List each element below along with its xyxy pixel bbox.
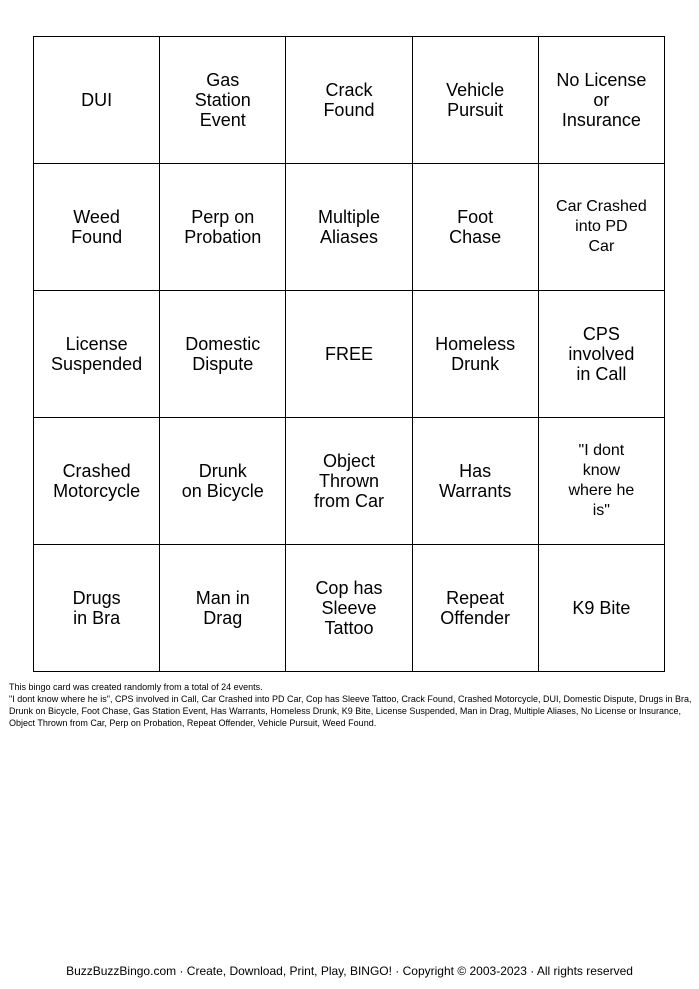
- bingo-row: [34, 291, 665, 418]
- bingo-cell: Gas Station Event: [160, 37, 286, 164]
- bingo-cell: CPS involved in Call: [538, 291, 664, 418]
- bingo-cell: Perp on Probation: [160, 164, 286, 291]
- bingo-cell: Domestic Dispute: [160, 291, 286, 418]
- events-list: "I dont know where he is", CPS involved in Call, Car Crashed into PD Car, Cop has Sleeve Tattoo, Crack Found, Crashed Motorcycle, DUI, Domestic Dispute, Drugs in Bra, Drunk on Bicycle, Foot Chase, Gas Station Event, Has Warrants, Homeless Drunk, K9 Bite, License Suspended, Man in Drag, Multiple Aliases, No License or Insurance, Object Thrown from Car, Perp on Probation, Repeat Offender, Vehicle Pursuit, Weed Found.: [9, 694, 692, 728]
- bingo-row: [34, 164, 665, 291]
- free-space-cell: FREE: [286, 291, 412, 418]
- bingo-cell: Man in Drag: [160, 545, 286, 672]
- bingo-cell: Multiple Aliases: [286, 164, 412, 291]
- bingo-cell: Vehicle Pursuit: [412, 37, 538, 164]
- bingo-cell: No License or Insurance: [538, 37, 664, 164]
- bingo-row: [34, 37, 665, 164]
- bingo-cell: Crack Found: [286, 37, 412, 164]
- bingo-row: [34, 545, 665, 672]
- bingo-cell: Crashed Motorcycle: [34, 418, 160, 545]
- bingo-cell: Cop has Sleeve Tattoo: [286, 545, 412, 672]
- bingo-cell: Repeat Offender: [412, 545, 538, 672]
- bingo-cell: Foot Chase: [412, 164, 538, 291]
- bingo-cell: Weed Found: [34, 164, 160, 291]
- bingo-cell: License Suspended: [34, 291, 160, 418]
- bingo-cell: Drunk on Bicycle: [160, 418, 286, 545]
- card-notes: [9, 681, 694, 729]
- bingo-cell: DUI: [34, 37, 160, 164]
- card-summary: This bingo card was created randomly from a total of 24 events.: [9, 682, 263, 692]
- bingo-cell: Has Warrants: [412, 418, 538, 545]
- bingo-cell: Drugs in Bra: [34, 545, 160, 672]
- bingo-cell: Car Crashed into PD Car: [538, 164, 664, 291]
- page-footer: BuzzBuzzBingo.com · Create, Download, Print, Play, BINGO! · Copyright © 2003-2023 · All rights reserved: [66, 964, 633, 978]
- bingo-cell: Object Thrown from Car: [286, 418, 412, 545]
- bingo-cell: Homeless Drunk: [412, 291, 538, 418]
- bingo-card: [33, 36, 665, 672]
- bingo-row: [34, 418, 665, 545]
- bingo-cell: "I dont know where he is": [538, 418, 664, 545]
- bingo-cell: K9 Bite: [538, 545, 664, 672]
